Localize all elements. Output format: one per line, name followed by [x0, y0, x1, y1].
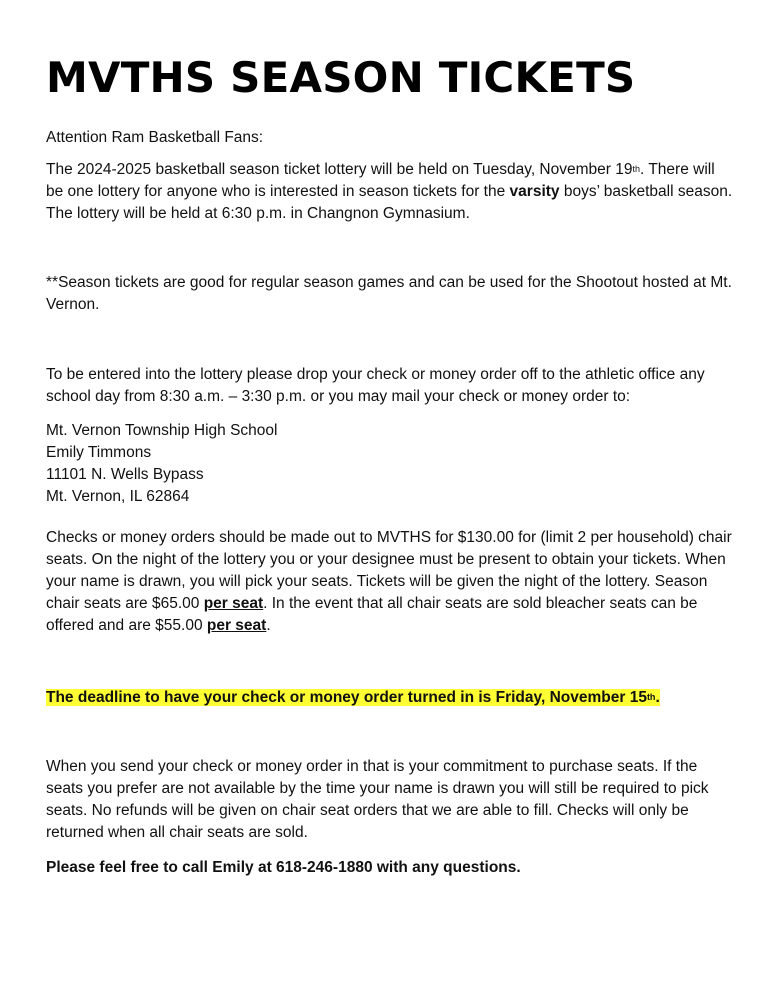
deadline-highlight: [46, 689, 660, 706]
lottery-text-b: . There will be one lottery for anyone who is interested in season tickets for the: [46, 161, 715, 200]
deadline-notice: [46, 687, 736, 709]
per-seat-underlined: per seat: [206, 617, 267, 634]
lottery-paragraph: [46, 159, 736, 225]
per-seat-underlined: per seat: [203, 595, 264, 612]
address-line: 11101 N. Wells Bypass: [46, 466, 204, 483]
season-note-paragraph: **Season tickets are good for regular season games and can be used for the Shootout hosted at Mt. Vernon.: [46, 274, 732, 313]
entry-paragraph: To be entered into the lottery please drop your check or money order off to the athletic office any school day from 8:30 a.m. – 3:30 p.m. or you may mail your check or money order to:: [46, 366, 705, 405]
varsity-bold: varsity: [509, 183, 560, 200]
address-line: Mt. Vernon Township High School: [46, 422, 278, 439]
mailing-address: [46, 420, 736, 508]
deadline-end: .: [655, 689, 660, 706]
page-title: MVTHS SEASON TICKETS: [46, 53, 636, 102]
lottery-text-a: The 2024-2025 basketball season ticket lottery will be held on Tuesday, November 19: [46, 161, 633, 178]
address-line: Emily Timmons: [46, 444, 152, 461]
greeting: Attention Ram Basketball Fans:: [46, 129, 264, 146]
payment-text-a: Checks or money orders should be made out to MVTHS for $130.00 for (limit 2 per household) chair seats. On the night of the lottery you or your designee must be present to obtain your tickets. When your name is drawn, you will pick your seats. Tickets will be given the night of the lottery. Season chair seats are $65.00: [46, 529, 732, 612]
ordinal-suffix: th: [646, 692, 656, 702]
commitment-paragraph: When you send your check or money order in that is your commitment to purchase seats. If the seats you prefer are not available by the time your name is drawn you will still be required to pick seats. No refunds will be given on chair seat orders that we are able to fill. Checks will only be returned when all chair seats are sold.: [46, 758, 709, 841]
address-line: Mt. Vernon, IL 62864: [46, 488, 190, 505]
payment-text-c: .: [266, 617, 271, 634]
closing-line: Please feel free to call Emily at 618-246-1880 with any questions.: [46, 859, 521, 876]
payment-text-b: . In the event that all chair seats are sold bleacher seats can be offered and are $55.00: [46, 595, 698, 634]
payment-paragraph: [46, 527, 736, 637]
lottery-text-c: boys’ basketball season. The lottery will be held at 6:30 p.m. in Changnon Gymnasium.: [46, 183, 733, 222]
deadline-text: The deadline to have your check or money order turned in is Friday, November 15: [46, 689, 647, 706]
ordinal-suffix: th: [632, 164, 640, 174]
